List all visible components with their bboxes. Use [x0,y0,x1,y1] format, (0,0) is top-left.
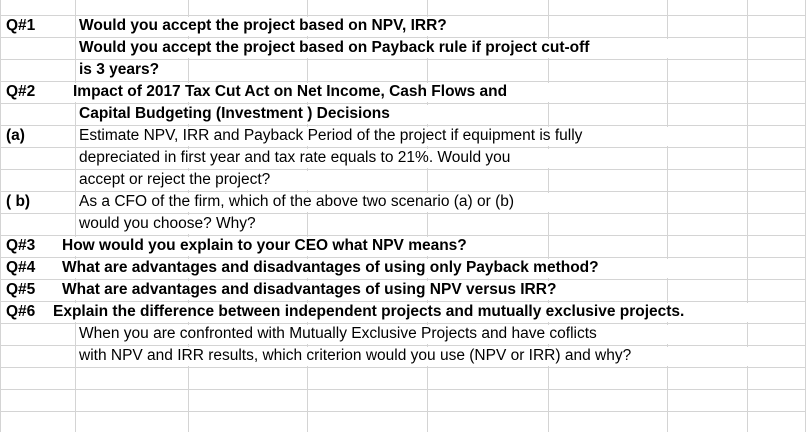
qb-label: ( b) [6,193,31,210]
q3-label: Q#3 [6,237,36,254]
q1-line-3: is 3 years? [79,61,160,78]
qa-label: (a) [6,127,25,144]
qa-line-3: accept or reject the project? [79,171,271,188]
q1-line-2: Would you accept the project based on Payback rule if project cut-off [79,39,590,56]
q3-text: How would you explain to your CEO what NPV means? [62,237,467,254]
q4-text: What are advantages and disadvantages of using only Payback method? [62,259,599,276]
qb-line-1: As a CFO of the firm, which of the above two scenario (a) or (b) [79,193,515,210]
q1-line-1: Would you accept the project based on NPV, IRR? [79,17,447,34]
q6-line-3: with NPV and IRR results, which criterion would you use (NPV or IRR) and why? [79,347,632,364]
q2-line-1: Impact of 2017 Tax Cut Act on Net Income, Cash Flows and [73,83,508,100]
qa-line-2: depreciated in first year and tax rate equals to 21%. Would you [79,149,511,166]
q2-label: Q#2 [6,83,36,100]
q6-line-1: Explain the difference between independent projects and mutually exclusive projects. [53,303,685,320]
q5-label: Q#5 [6,281,36,298]
q5-text: What are advantages and disadvantages of using NPV versus IRR? [62,281,557,298]
q6-label: Q#6 [6,303,36,320]
qa-line-1: Estimate NPV, IRR and Payback Period of the project if equipment is fully [79,127,583,144]
q2-line-2: Capital Budgeting (Investment ) Decisions [79,105,390,122]
q1-label: Q#1 [6,17,36,34]
q4-label: Q#4 [6,259,36,276]
qb-line-2: would you choose? Why? [79,215,256,232]
q6-line-2: When you are confronted with Mutually Exclusive Projects and have coflicts [79,325,597,342]
